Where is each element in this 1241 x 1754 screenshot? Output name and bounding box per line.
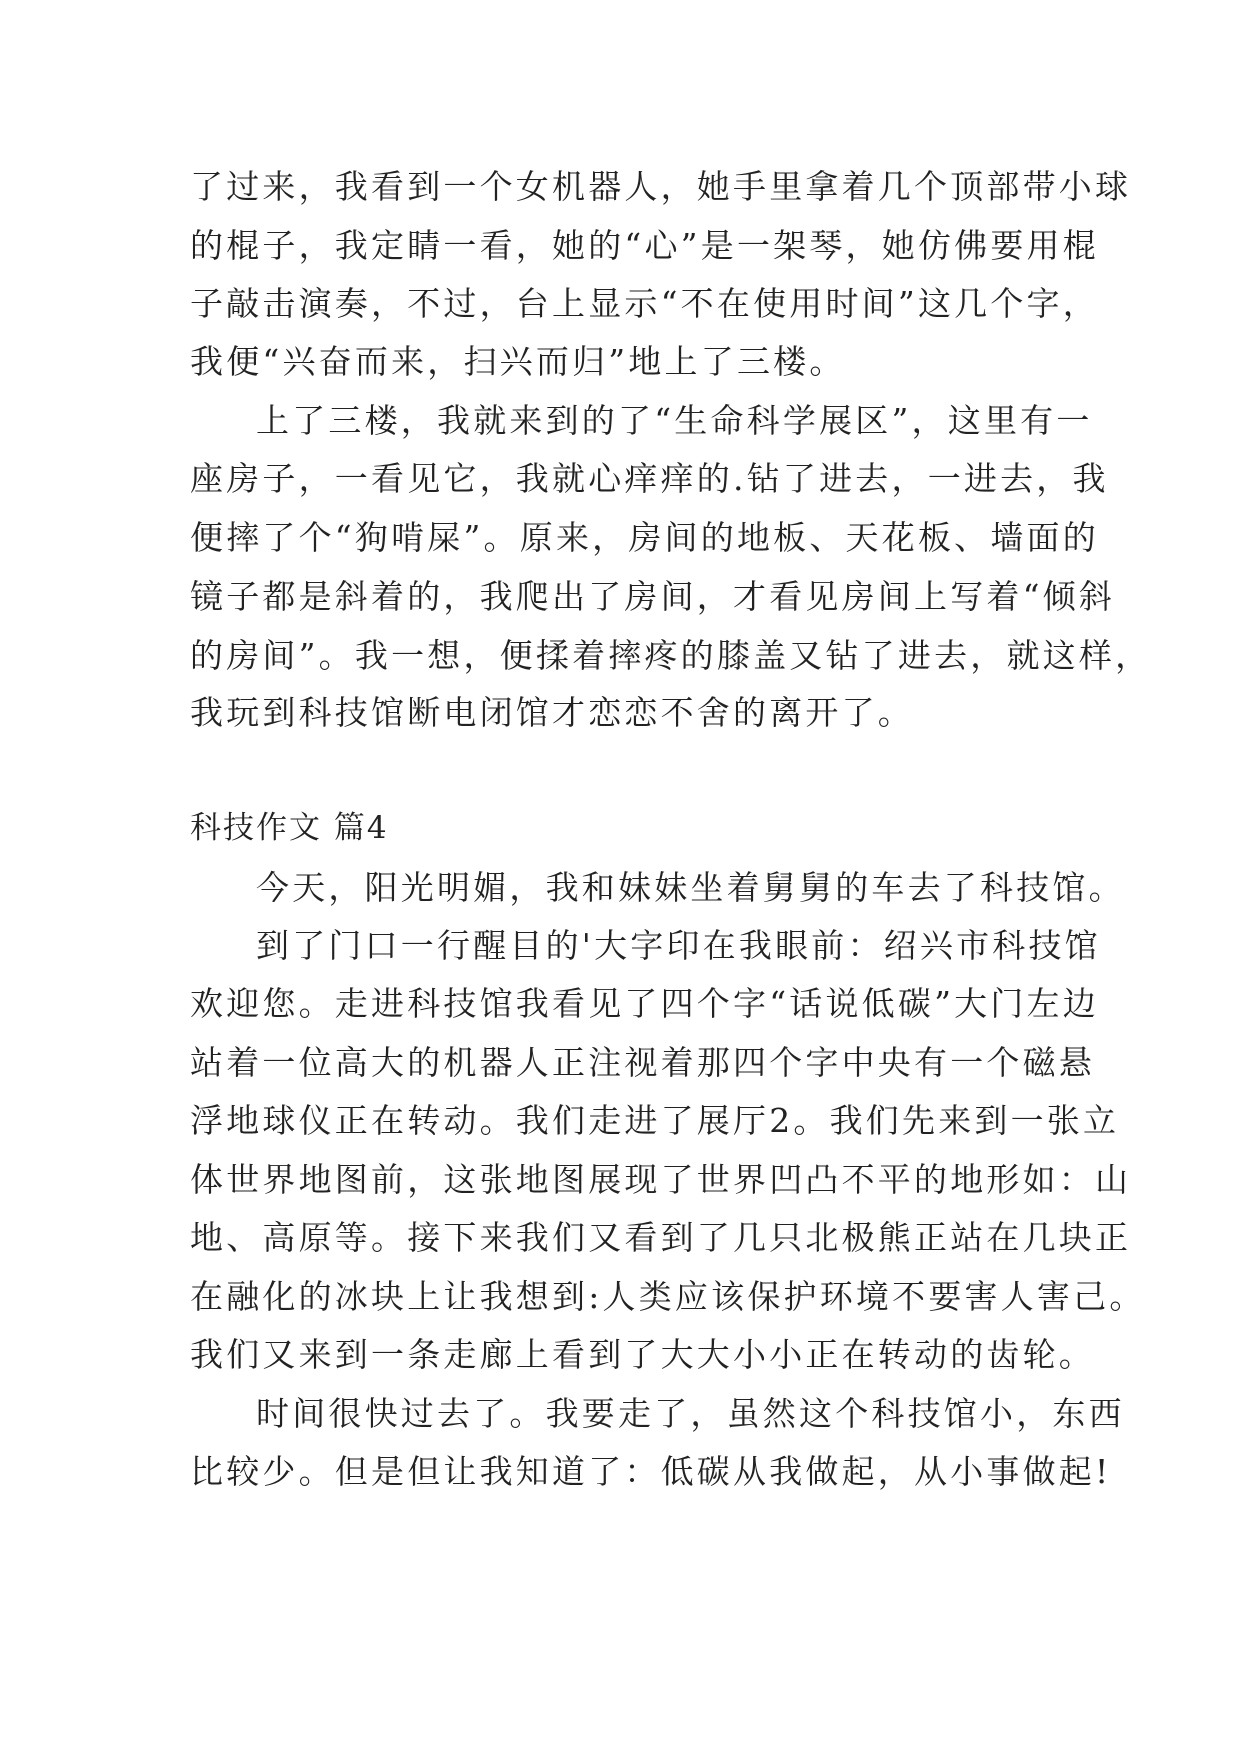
paragraph-line: 座房子，一看见它，我就心痒痒的.钻了进去，一进去，我 bbox=[190, 459, 1109, 498]
paragraph-line: 在融化的冰块上让我想到:人类应该保护环境不要害人害己。 bbox=[190, 1277, 1146, 1316]
paragraph-line: 的棍子，我定睛一看，她的“心”是一架琴，她仿佛要用棍 bbox=[190, 226, 1099, 265]
paragraph-line: 欢迎您。走进科技馆我看见了四个字“话说低碳”大门左边 bbox=[190, 984, 1099, 1023]
paragraph-line: 的房间”。我一想，便揉着摔疼的膝盖又钻了进去，就这样， bbox=[190, 636, 1152, 675]
paragraph-line: 便摔了个“狗啃屎”。原来，房间的地板、天花板、墙面的 bbox=[190, 518, 1099, 557]
paragraph-line: 到了门口一行醒目的'大字印在我眼前：绍兴市科技馆 bbox=[256, 926, 1101, 965]
paragraph-line: 了过来，我看到一个女机器人，她手里拿着几个顶部带小球 bbox=[190, 167, 1132, 206]
paragraph-line: 镜子都是斜着的，我爬出了房间，才看见房间上写着“倾斜 bbox=[190, 577, 1116, 616]
paragraph-line: 地、高原等。接下来我们又看到了几只北极熊正站在几块正 bbox=[190, 1218, 1132, 1257]
paragraph-line: 站着一位高大的机器人正注视着那四个字中央有一个磁悬 bbox=[190, 1043, 1095, 1082]
paragraph-line: 我便“兴奋而来，扫兴而归”地上了三楼。 bbox=[190, 342, 846, 381]
paragraph-line: 体世界地图前，这张地图展现了世界凹凸不平的地形如：山 bbox=[190, 1160, 1132, 1199]
section-heading: 科技作文 篇4 bbox=[190, 810, 389, 846]
paragraph-line: 时间很快过去了。我要走了，虽然这个科技馆小，东西 bbox=[256, 1394, 1125, 1433]
paragraph-line: 子敲击演奏，不过，台上显示“不在使用时间”这几个字， bbox=[190, 284, 1099, 323]
paragraph-line: 比较少。但是但让我知道了：低碳从我做起，从小事做起! bbox=[190, 1452, 1112, 1491]
paragraph-line: 浮地球仪正在转动。我们走进了展厅2。我们先来到一张立 bbox=[190, 1101, 1120, 1140]
paragraph-line: 我们又来到一条走廊上看到了大大小小正在转动的齿轮。 bbox=[190, 1335, 1095, 1374]
paragraph-line: 我玩到科技馆断电闭馆才恋恋不舍的离开了。 bbox=[190, 693, 914, 732]
paragraph-line: 今天，阳光明媚，我和妹妹坐着舅舅的车去了科技馆。 bbox=[256, 868, 1125, 907]
paragraph-line: 上了三楼，我就来到的了“生命科学展区”，这里有一 bbox=[256, 401, 1093, 440]
